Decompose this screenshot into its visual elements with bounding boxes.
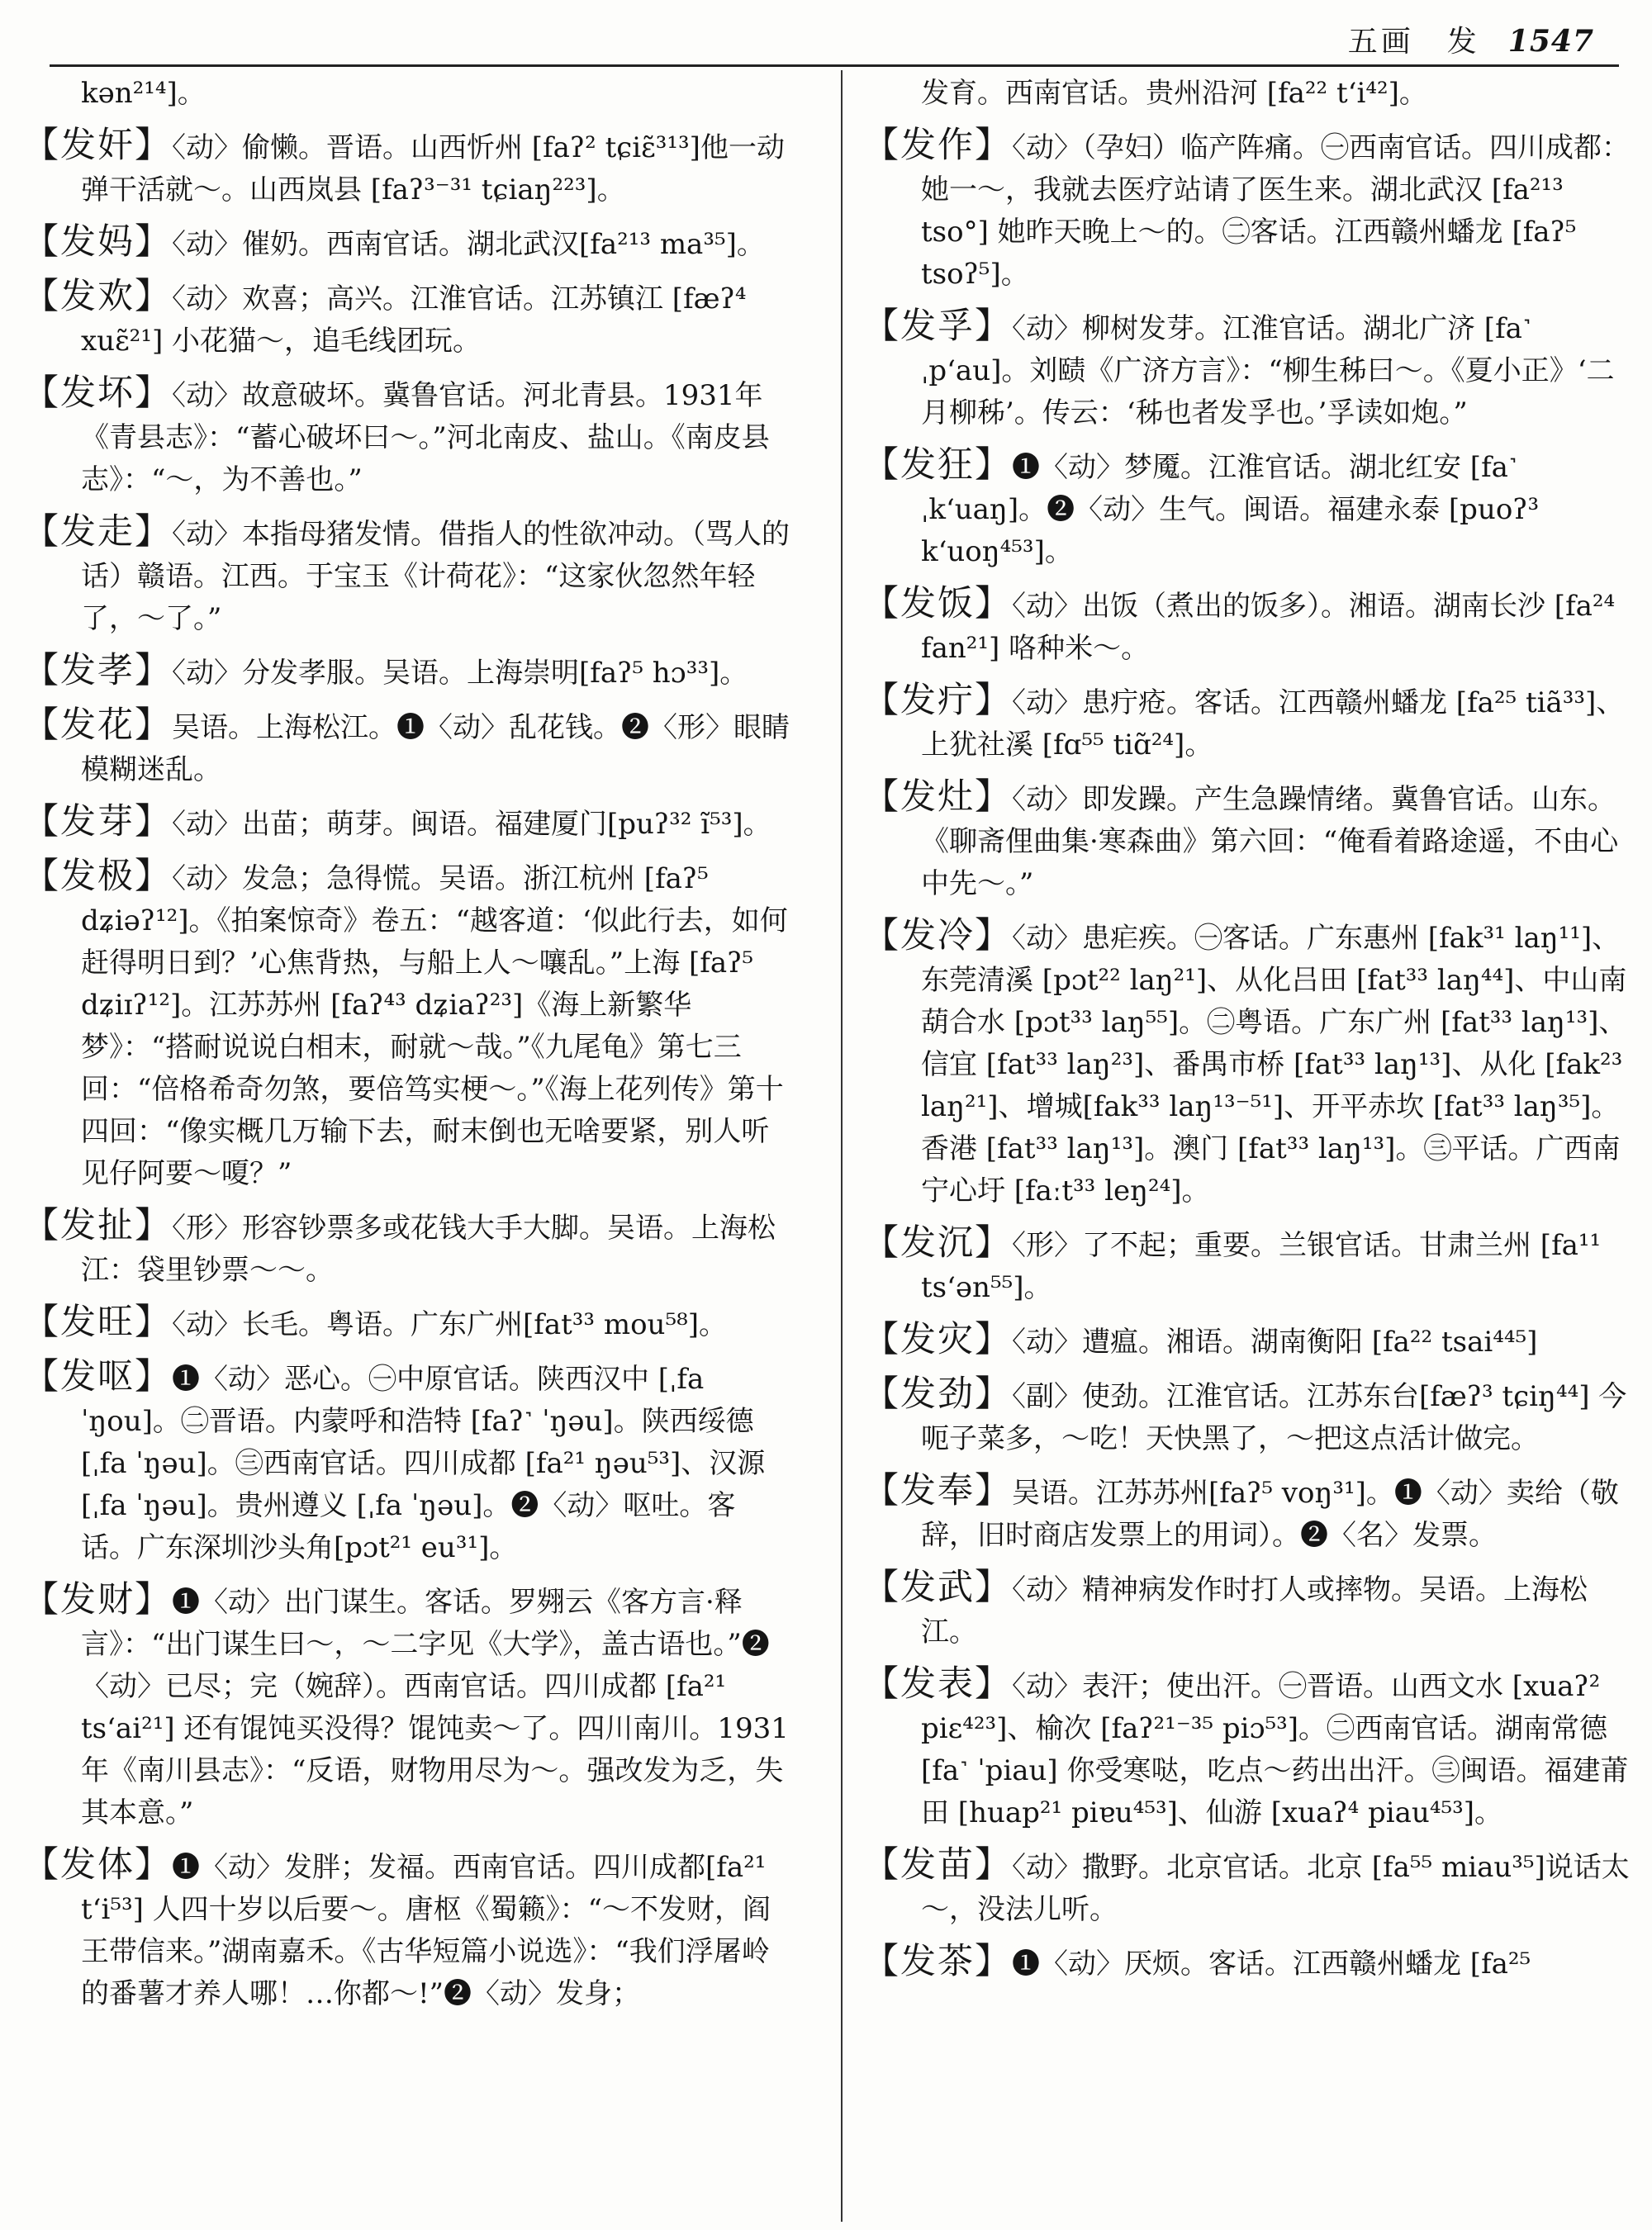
left-column — [23, 73, 791, 2025]
entry-headword: 【发走】 — [23, 511, 172, 553]
entry-definition: 〈动〉催奶。西南官话。湖北武汉[fa²¹³ ma³⁵]。 — [172, 228, 765, 261]
section-label: 五画 发 — [1347, 25, 1480, 59]
entry-headword: 【发花】 — [23, 705, 172, 746]
dictionary-entry — [23, 801, 791, 846]
entry-definition: 〈动〉遭瘟。湘语。湖南衡阳 [fa²² tsai⁴⁴⁵] — [1012, 1326, 1538, 1359]
entry-headword: 【发欢】 — [23, 276, 172, 317]
entry-headword: 【发孚】 — [863, 306, 1012, 347]
entry-definition: 〈动〉故意破坏。冀鲁官话。河北青县。1931年《青县志》：“蓄心破坏曰～。”河北南皮、盐山。《南皮县志》：“～，为不善也。” — [81, 379, 770, 496]
dictionary-entry — [863, 444, 1631, 573]
entry-definition: 〈形〉形容钞票多或花钱大手大脚。吴语。上海松江：袋里钞票～～。 — [81, 1212, 776, 1287]
dictionary-entry — [23, 125, 791, 211]
entry-definition: 〈动〉偷懒。晋语。山西忻州 [faʔ² tɕiɛ̃³¹³]他一动弹干活就～。山西岚县 [faʔ³⁻³¹ tɕiaŋ²²³]。 — [81, 131, 785, 206]
entry-headword: 【发孝】 — [23, 650, 172, 691]
entry-headword: 【发武】 — [863, 1567, 1012, 1608]
dictionary-entry — [23, 1205, 791, 1292]
dictionary-entry — [863, 583, 1631, 670]
entry-definition: 〈形〉了不起；重要。兰银官话。甘肃兰州 [fa¹¹ ts‘ən⁵⁵]。 — [921, 1229, 1602, 1304]
entry-definition: 〈动〉发急；急得慌。吴语。浙江杭州 [faʔ⁵ dʑiəʔ¹²]。《拍案惊奇》卷五：“越客道：‘似此行去，如何赶得明日到？’心焦背热，与船上人～嚷乱。”上海 [faʔ⁵ dʑiɪʔ¹²]。江苏苏州 [faʔ⁴³ dʑiaʔ²³]《海上新繁华梦》：“搭耐说说白相末，耐就～哉。”《九尾龟》第七三回：“倍格希奇勿煞，要倍笃实梗～。”《海上花列传》第十四回：“像实概几万输下去，耐末倒也无啥要紧，别人听见仔阿要～嗄？” — [81, 862, 788, 1190]
dictionary-entry — [863, 915, 1631, 1212]
dictionary-entry — [863, 306, 1631, 434]
entry-headword: 【发奸】 — [23, 125, 172, 166]
entry-headword: 【发灶】 — [863, 776, 1012, 818]
dictionary-entry — [23, 276, 791, 363]
entry-definition: ❶〈动〉梦魇。江淮官话。湖北红安 [fa˺ ˌk‘uaŋ]。❷〈动〉生气。闽语。福建永泰 [puoʔ³ k‘uoŋ⁴⁵³]。 — [921, 451, 1540, 568]
dictionary-entry — [23, 372, 791, 501]
dictionary-entry — [23, 1302, 791, 1346]
dictionary-entry — [23, 705, 791, 791]
entry-headword: 【发体】 — [23, 1844, 172, 1886]
dictionary-entry — [863, 1374, 1631, 1460]
entry-definition: 〈动〉撒野。北京官话。北京 [fa⁵⁵ miau³⁵]说话太～，没法儿听。 — [921, 1851, 1630, 1926]
dictionary-entry — [863, 1941, 1631, 1986]
dictionary-entry — [863, 1567, 1631, 1654]
entry-definition: 发育。西南官话。贵州沿河 [fa²² t‘i⁴²]。 — [921, 77, 1427, 110]
entry-definition: 〈动〉出饭（煮出的饭多）。湘语。湖南长沙 [fa²⁴ fan²¹] 咯种米～。 — [921, 590, 1616, 665]
entry-headword: 【发狂】 — [863, 444, 1012, 486]
entry-definition: ❶〈动〉出门谋生。客话。罗翙云《客方言·释言》：“出门谋生曰～，～二字见《大学》，盖古语也。”❷〈动〉已尽；完（婉辞）。西南官话。四川成都 [fa²¹ ts‘ai²¹] 还有馄饨买没得？馄饨卖～了。四川南川。1931年《南川县志》：“反语，财物用尽为～。强改发为乏，失其本意。” — [81, 1586, 789, 1829]
right-column — [863, 73, 1631, 1995]
entry-headword: 【发呕】 — [23, 1356, 172, 1397]
column-divider — [841, 70, 843, 2222]
entry-continuation — [863, 73, 1631, 115]
entry-definition: 〈副〉使劲。江淮官话。江苏东台[fæʔ³ tɕiŋ⁴⁴] 今呃子菜多，～吃！天快黑了，～把这点活计做完。 — [921, 1380, 1627, 1455]
dictionary-entry — [863, 1470, 1631, 1557]
dictionary-entry — [23, 1579, 791, 1834]
entry-headword: 【发茶】 — [863, 1941, 1012, 1982]
dictionary-entry — [23, 1844, 791, 2015]
entry-headword: 【发奉】 — [863, 1470, 1012, 1511]
entry-definition: 吴语。江苏苏州[faʔ⁵ voŋ³¹]。❶〈动〉卖给（敬辞，旧时商店发票上的用词）。❷〈名〉发票。 — [921, 1477, 1619, 1552]
entry-definition: 〈动〉柳树发芽。江淮官话。湖北广济 [fa˺ ˌp‘au]。刘赜《广济方言》：“柳生秭曰～。《夏小正》‘二月柳秭’。传云：‘秭也者发孚也。’孚读如炮。” — [921, 312, 1615, 429]
page-number: 1547 — [1507, 24, 1594, 59]
entry-definition: 〈动〉表汗；使出汗。㊀晋语。山西文水 [xuaʔ² piɛ⁴²³]、榆次 [faʔ²¹⁻³⁵ piɔ⁵³]。㊁西南官话。湖南常德 [fa˺ ˈpiau] 你受寒哒，吃点～药出出汗。㊂闽语。福建莆田 [huap²¹ piɐu⁴⁵³]、仙游 [xuaʔ⁴ piau⁴⁵³]。 — [921, 1670, 1629, 1829]
entry-headword: 【发旺】 — [23, 1302, 172, 1343]
entry-definition: 〈动〉本指母猪发情。借指人的性欲冲动。（骂人的话）赣语。江西。于宝玉《计荷花》：“这家伙忽然年轻了，～了。” — [81, 518, 790, 635]
dictionary-entry — [23, 650, 791, 695]
entry-definition: kən²¹⁴]。 — [81, 77, 206, 110]
entry-headword: 【发饭】 — [863, 583, 1012, 624]
entry-headword: 【发妈】 — [23, 221, 172, 263]
dictionary-entry — [863, 776, 1631, 905]
dictionary-entry — [23, 511, 791, 640]
entry-headword: 【发表】 — [863, 1663, 1012, 1705]
entry-definition: 〈动〉患疔疮。客话。江西赣州蟠龙 [fa²⁵ tiã³³]、上犹社溪 [fɑ⁵⁵ tiɑ̃²⁴]。 — [921, 686, 1625, 762]
dictionary-entry — [863, 1319, 1631, 1364]
entry-headword: 【发扯】 — [23, 1205, 172, 1246]
entry-headword: 【发财】 — [23, 1579, 172, 1620]
header-rule — [50, 64, 1619, 67]
dictionary-entry — [23, 1356, 791, 1569]
entry-headword: 【发作】 — [863, 125, 1012, 166]
entry-headword: 【发苗】 — [863, 1844, 1012, 1886]
dictionary-entry — [23, 221, 791, 266]
entry-definition: 〈动〉患疟疾。㊀客话。广东惠州 [fak³¹ laŋ¹¹]、东莞清溪 [pɔt²² laŋ²¹]、从化吕田 [fat³³ laŋ⁴⁴]、中山南葫合水 [pɔt³³ laŋ⁵⁵]。㊁粤语。广东广州 [fat³³ laŋ¹³]、信宜 [fat³³ laŋ²³]、番禺市桥 [fat³³ laŋ¹³]、从化 [fak²³ laŋ²¹]、增城[fak³³ laŋ¹³⁻⁵¹]、开平赤坎 [fat³³ laŋ³⁵]。香港 [fat³³ laŋ¹³]。澳门 [fat³³ laŋ¹³]。㊂平话。广西南宁心圩 [faːt³³ leŋ²⁴]。 — [921, 922, 1627, 1208]
page-header — [1348, 18, 1594, 60]
entry-definition: 吴语。上海松江。❶〈动〉乱花钱。❷〈形〉眼睛模糊迷乱。 — [81, 711, 790, 786]
entry-definition: 〈动〉精神病发作时打人或摔物。吴语。上海松江。 — [921, 1573, 1588, 1649]
entry-definition: 〈动〉长毛。粤语。广东广州[fat³³ mou⁵⁸]。 — [172, 1308, 727, 1341]
dictionary-entry — [23, 856, 791, 1195]
entry-definition: ❶〈动〉厌烦。客话。江西赣州蟠龙 [fa²⁵ — [1012, 1948, 1531, 1981]
dictionary-entry — [863, 1844, 1631, 1931]
entry-definition: 〈动〉欢喜；高兴。江淮官话。江苏镇江 [fæʔ⁴ xuɛ̃²¹] 小花猫～，追毛线团玩。 — [81, 282, 747, 358]
entry-headword: 【发冷】 — [863, 915, 1012, 956]
entry-definition: ❶〈动〉发胖；发福。西南官话。四川成都[fa²¹ t‘i⁵³] 人四十岁以后要～。唐枢《蜀籁》：“～不发财，阎王带信来。”湖南嘉禾。《古华短篇小说选》：“我们浮屠岭的番薯才养人哪！…你都～!”❷〈动〉发身； — [81, 1851, 771, 2010]
entry-headword: 【发劲】 — [863, 1374, 1012, 1415]
dictionary-entry — [863, 125, 1631, 296]
entry-headword: 【发坏】 — [23, 372, 172, 414]
entry-headword: 【发沉】 — [863, 1222, 1012, 1264]
entry-headword: 【发疔】 — [863, 680, 1012, 721]
entry-headword: 【发极】 — [23, 856, 172, 897]
dictionary-entry — [863, 680, 1631, 766]
entry-definition: ❶〈动〉恶心。㊀中原官话。陕西汉中 [ˌfa ˈŋou]。㊁晋语。内蒙呼和浩特 [faʔ˺ ˈŋəu]。陕西绥德 [ˌfa ˈŋəu]。㊂西南官话。四川成都 [fa²¹ ŋəu⁵³]、汉源 [ˌfa ˈŋəu]。贵州遵义 [ˌfa ˈŋəu]。❷〈动〉呕吐。客话。广东深圳沙头角[pɔt²¹ eu³¹]。 — [81, 1363, 766, 1564]
entry-continuation — [23, 73, 791, 115]
dictionary-entry — [863, 1663, 1631, 1834]
entry-definition: 〈动〉（孕妇）临产阵痛。㊀西南官话。四川成都：她一～，我就去医疗站请了医生来。湖北武汉 [fa²¹³ tso°] 她昨天晚上～的。㊁客话。江西赣州蟠龙 [faʔ⁵ tsoʔ⁵]。 — [921, 131, 1630, 291]
entry-headword: 【发灾】 — [863, 1319, 1012, 1360]
dictionary-entry — [863, 1222, 1631, 1309]
entry-definition: 〈动〉出苗；萌芽。闽语。福建厦门[puʔ³² ĩ⁵³]。 — [172, 808, 771, 841]
entry-definition: 〈动〉即发躁。产生急躁情绪。冀鲁官话。山东。《聊斋俚曲集·寒森曲》第六回：“俺看着路途遥，不由心中先～。” — [921, 783, 1619, 900]
entry-definition: 〈动〉分发孝服。吴语。上海崇明[faʔ⁵ hɔ³³]。 — [172, 657, 748, 690]
entry-headword: 【发芽】 — [23, 801, 172, 842]
